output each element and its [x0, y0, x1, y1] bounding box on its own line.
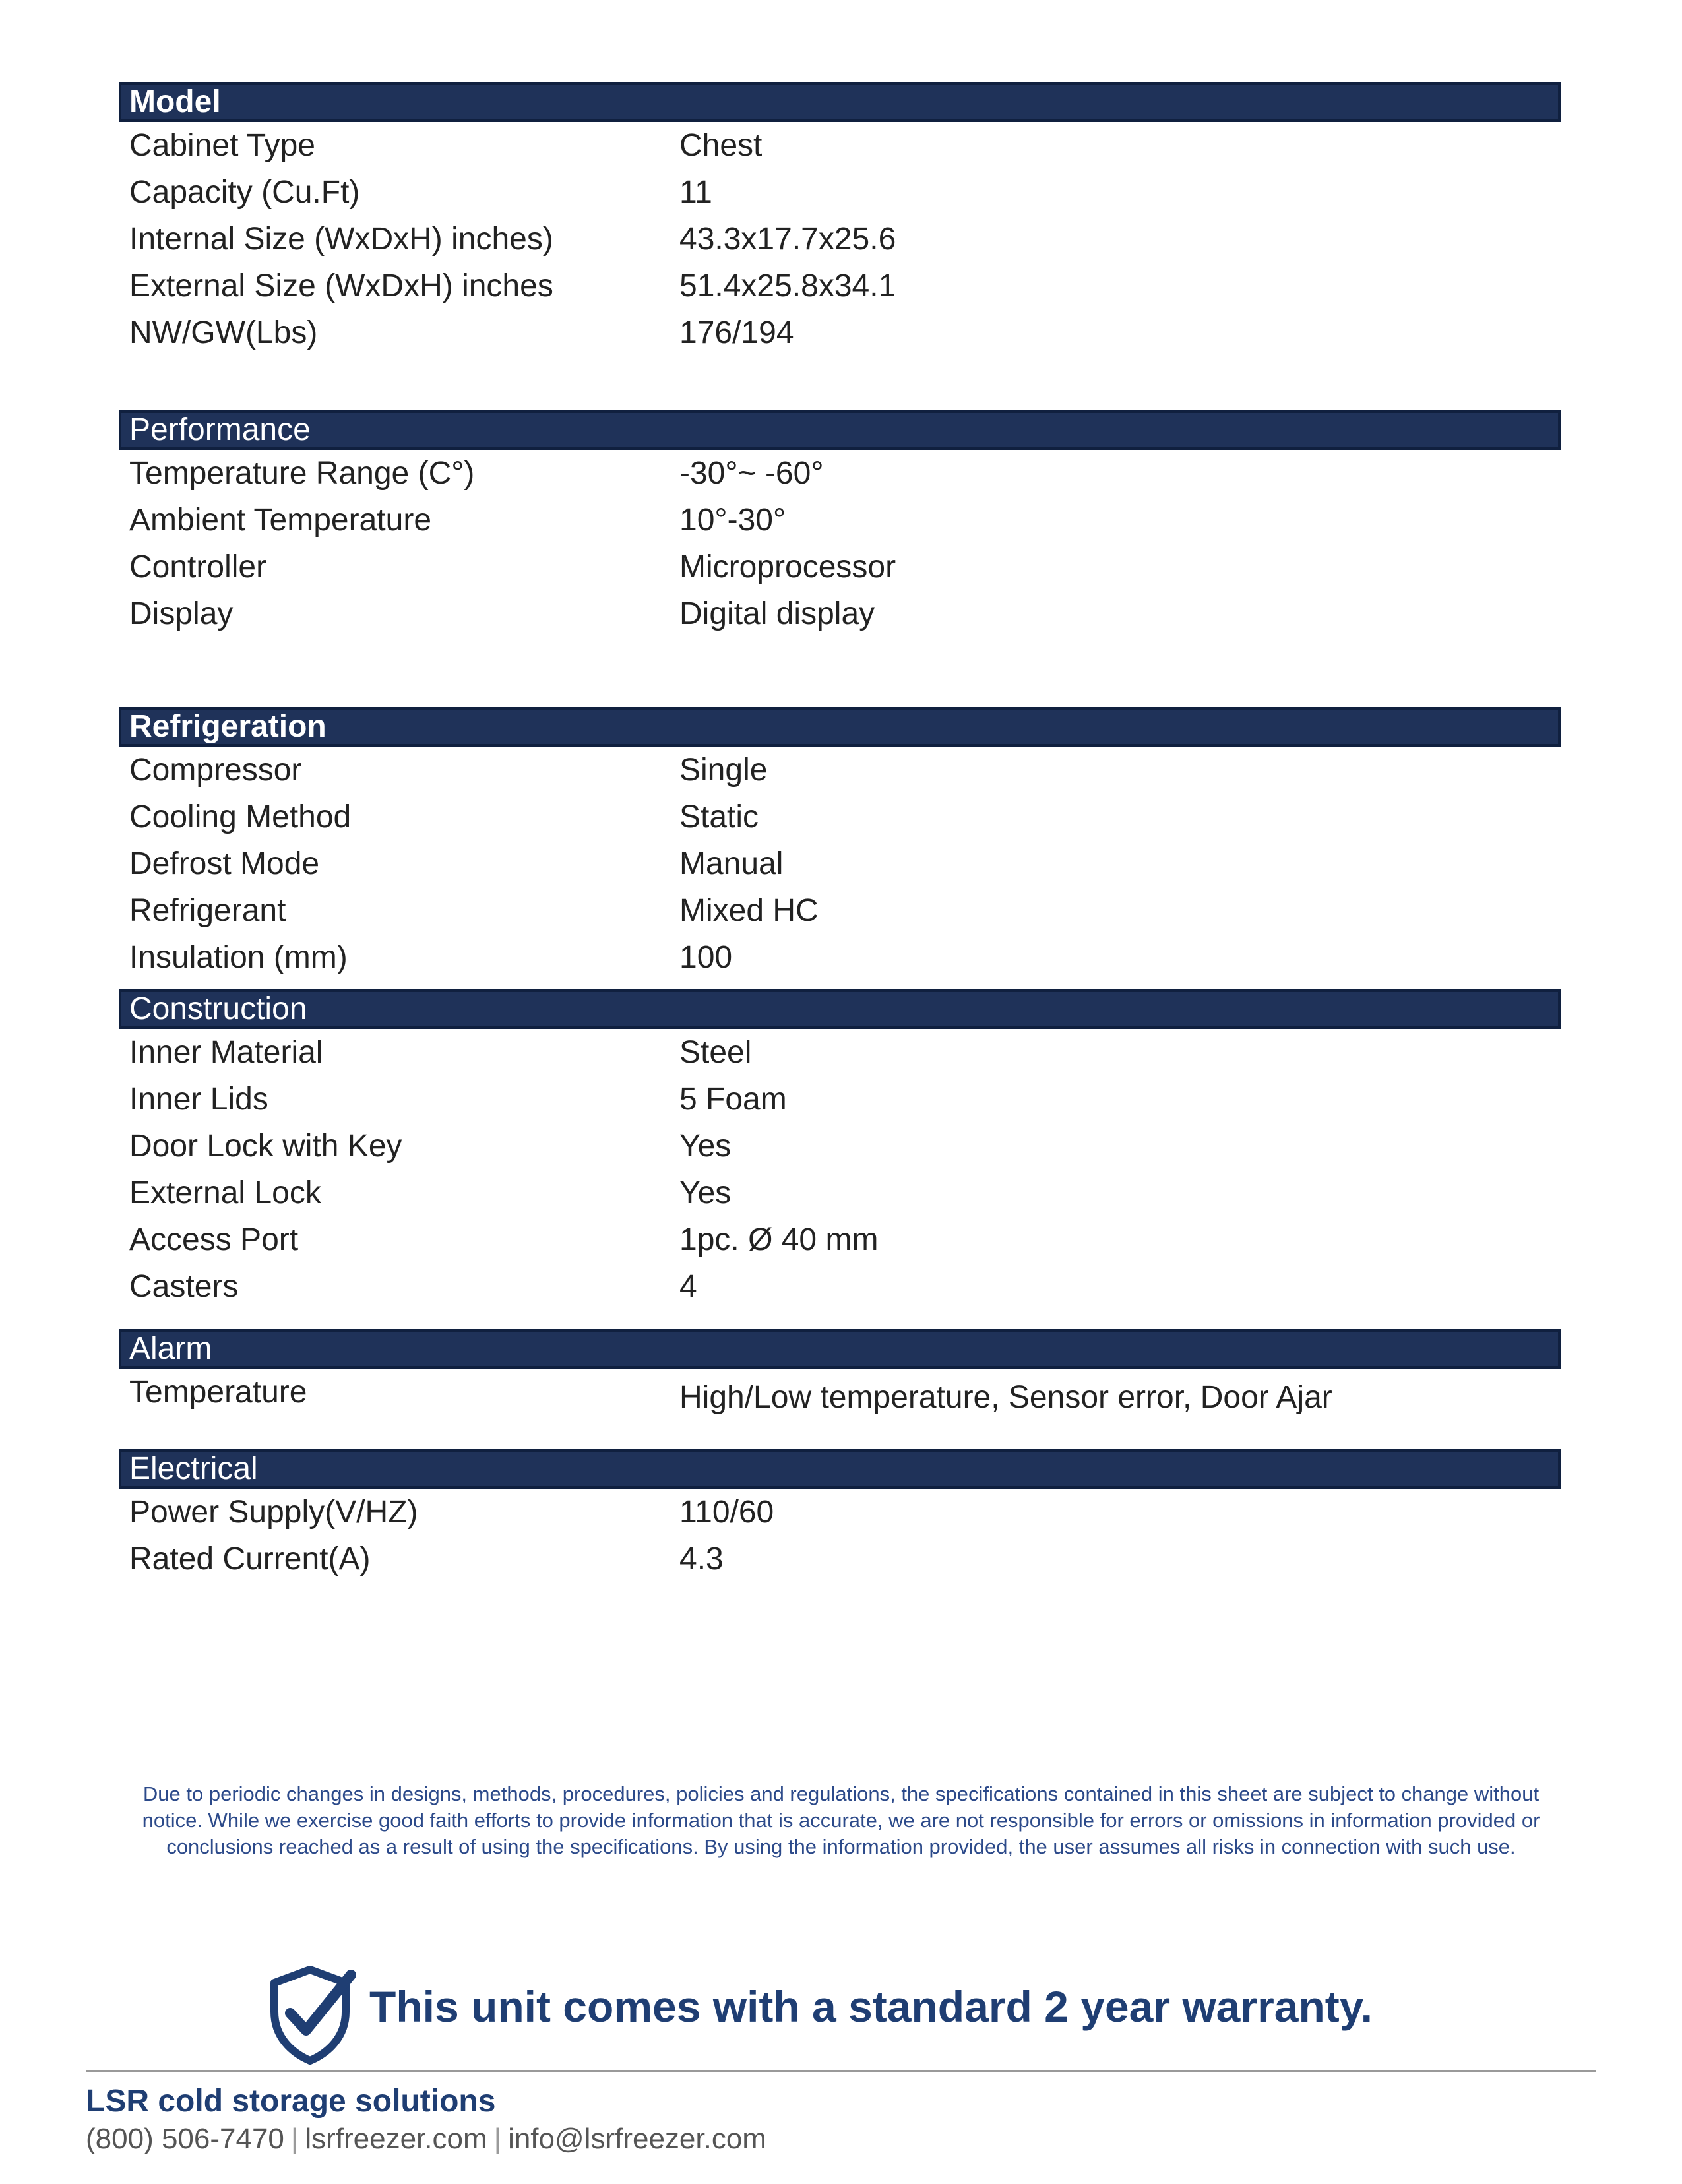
spec-value: Static: [679, 799, 759, 834]
spec-value: Digital display: [679, 596, 875, 631]
warranty-text: This unit comes with a standard 2 year warranty.: [369, 1982, 1373, 2031]
spec-label: Defrost Mode: [129, 846, 320, 881]
spec-row: [119, 794, 1561, 840]
spec-row: [119, 934, 1561, 981]
section-performance: [119, 410, 1561, 637]
spec-value: 5 Foam: [679, 1082, 787, 1117]
contact-line: [86, 2123, 766, 2156]
website-link[interactable]: lsrfreezer.com: [305, 2123, 487, 2155]
spec-label: Ambient Temperature: [129, 503, 432, 538]
spec-label: External Lock: [129, 1175, 321, 1210]
spec-label: Capacity (Cu.Ft): [129, 175, 360, 210]
section-header: Refrigeration: [119, 707, 1561, 747]
section-electrical: [119, 1449, 1561, 1582]
spec-label: Controller: [129, 549, 267, 584]
spec-value: 4.3: [679, 1542, 724, 1576]
spec-label: Compressor: [129, 753, 302, 788]
footer-divider: [86, 2070, 1596, 2072]
spec-value: 1pc. Ø 40 mm: [679, 1222, 879, 1257]
spec-row: [119, 1536, 1561, 1582]
spec-label: Inner Material: [129, 1035, 323, 1070]
section-model: [119, 82, 1561, 356]
spec-row: [119, 1076, 1561, 1123]
spec-label: Temperature Range (C°): [129, 456, 475, 491]
spec-row: [119, 309, 1561, 356]
spec-row: [119, 1170, 1561, 1216]
section-header: Construction: [119, 989, 1561, 1029]
spec-label: Inner Lids: [129, 1082, 268, 1117]
spec-label: Rated Current(A): [129, 1542, 371, 1576]
spec-value: Yes: [679, 1129, 732, 1164]
disclaimer-text: Due to periodic changes in designs, methods, procedures, policies and regulations, the specifications contained in this sheet are subject to change without notice. While we exercise good faith efforts to provide information that is accurate, we are not responsible for errors or omissions in information provided or conclusions reached as a result of using the specifications. By using the information provided, the user assumes all risks in connection with such use.: [142, 1782, 1540, 1858]
spec-label: Door Lock with Key: [129, 1129, 402, 1164]
spec-label: Refrigerant: [129, 893, 286, 928]
shield-check-icon: [264, 1966, 356, 2065]
section-header: Performance: [119, 410, 1561, 450]
spec-value: Steel: [679, 1035, 752, 1070]
spec-row: [119, 544, 1561, 590]
section-header: Alarm: [119, 1329, 1561, 1369]
spec-value: High/Low temperature, Sensor error, Door Ajar: [679, 1380, 1332, 1415]
section-construction: [119, 989, 1561, 1310]
spec-row: [119, 450, 1561, 497]
spec-row: [119, 887, 1561, 934]
section-alarm: [119, 1329, 1561, 1416]
section-refrigeration: [119, 707, 1561, 981]
spec-row: [119, 1369, 1561, 1416]
spec-row: [119, 590, 1561, 637]
spec-value: 51.4x25.8x34.1: [679, 268, 896, 303]
separator: |: [290, 2123, 299, 2155]
spec-label: Insulation (mm): [129, 940, 348, 975]
spec-label: Internal Size (WxDxH) inches): [129, 222, 553, 257]
spec-value: 100: [679, 940, 733, 975]
spec-row: [119, 1216, 1561, 1263]
spec-value: 43.3x17.7x25.6: [679, 222, 896, 257]
spec-label: Power Supply(V/HZ): [129, 1495, 418, 1530]
separator: |: [493, 2123, 502, 2155]
email-link[interactable]: info@lsrfreezer.com: [508, 2123, 766, 2155]
spec-row: [119, 216, 1561, 263]
section-header: Electrical: [119, 1449, 1561, 1489]
spec-row: [119, 1489, 1561, 1536]
spec-value: 10°-30°: [679, 503, 786, 538]
spec-value: Microprocessor: [679, 549, 896, 584]
spec-label: External Size (WxDxH) inches: [129, 268, 553, 303]
spec-value: Single: [679, 753, 768, 788]
spec-value: Chest: [679, 128, 763, 163]
spec-row: [119, 840, 1561, 887]
spec-value: 176/194: [679, 315, 794, 350]
spec-value: Mixed HC: [679, 893, 819, 928]
spec-label: Access Port: [129, 1222, 299, 1257]
spec-row: [119, 1263, 1561, 1310]
spec-row: [119, 1029, 1561, 1076]
spec-value: 11: [679, 175, 712, 210]
spec-row: [119, 263, 1561, 309]
spec-value: Manual: [679, 846, 784, 881]
spec-label: Display: [129, 596, 234, 631]
spec-label: Cooling Method: [129, 799, 352, 834]
company-name: LSR cold storage solutions: [86, 2084, 496, 2119]
spec-row: [119, 747, 1561, 794]
spec-label: Casters: [129, 1269, 239, 1304]
spec-row: [119, 497, 1561, 544]
spec-value: -30°~ -60°: [679, 456, 824, 491]
section-header: Model: [119, 82, 1561, 122]
spec-label: Cabinet Type: [129, 128, 315, 163]
spec-value: Yes: [679, 1175, 732, 1210]
phone-number: (800) 506-7470: [86, 2123, 284, 2155]
spec-row: [119, 1123, 1561, 1170]
spec-value: 4: [679, 1269, 697, 1304]
warranty-banner: [264, 1966, 1451, 2065]
spec-value: 110/60: [679, 1495, 774, 1530]
spec-label: NW/GW(Lbs): [129, 315, 318, 350]
spec-row: [119, 122, 1561, 169]
spec-label: Temperature: [129, 1375, 307, 1410]
spec-row: [119, 169, 1561, 216]
